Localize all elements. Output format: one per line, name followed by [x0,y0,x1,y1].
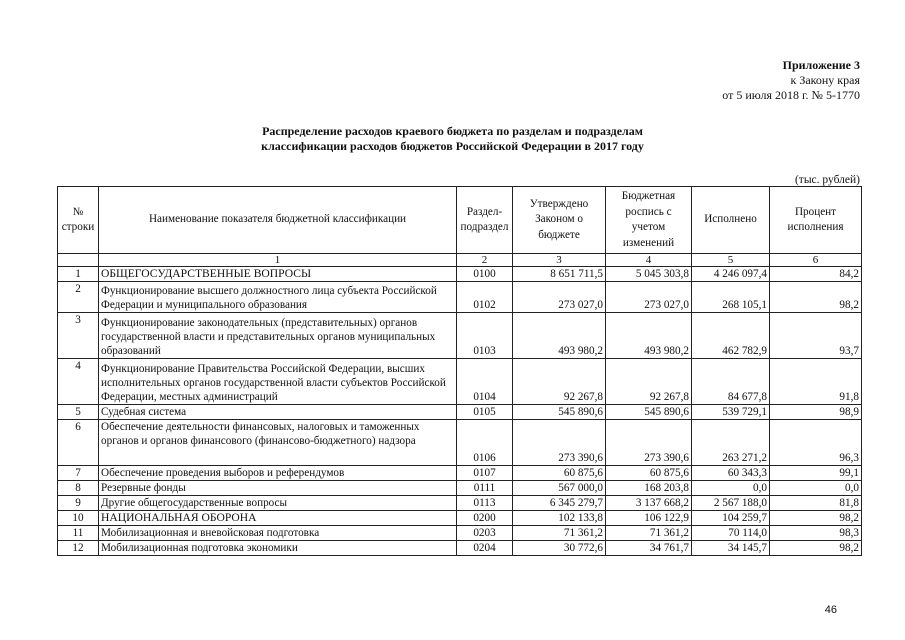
row-percent: 99,1 [770,466,862,481]
row-executed: 2 567 188,0 [692,496,770,511]
document-title [0,124,905,154]
row-code: 0104 [457,359,513,405]
row-name: Функционирование законодательных (представительных) органов государственной власти и представительных органов муниципальных образований [99,313,457,359]
row-executed: 60 343,3 [692,466,770,481]
row-approved: 493 980,2 [513,313,606,359]
row-code: 0200 [457,511,513,526]
row-approved: 273 027,0 [513,282,606,313]
row-code: 0203 [457,526,513,541]
table-row [58,313,862,359]
column-number-row [58,254,862,267]
table-row [58,541,862,556]
header-schedule: Бюджетная роспись с учетом изменений [606,187,692,254]
column-number: 5 [692,254,770,267]
row-executed: 0,0 [692,481,770,496]
table-row [58,359,862,405]
row-schedule: 545 890,6 [606,405,692,420]
row-executed: 70 114,0 [692,526,770,541]
header-executed: Исполнено [692,187,770,254]
column-number: 3 [513,254,606,267]
row-schedule: 34 761,7 [606,541,692,556]
row-executed: 4 246 097,4 [692,267,770,282]
row-number: 9 [58,496,99,511]
row-percent: 96,3 [770,420,862,466]
row-executed: 539 729,1 [692,405,770,420]
row-schedule: 106 122,9 [606,511,692,526]
row-approved: 8 651 711,5 [513,267,606,282]
table-row [58,481,862,496]
row-number: 7 [58,466,99,481]
row-schedule: 273 390,6 [606,420,692,466]
header-approved: Утверждено Законом о бюджете [513,187,606,254]
row-number: 4 [58,359,99,405]
table-row [58,511,862,526]
row-code: 0111 [457,481,513,496]
header-percent: Процент исполнения [770,187,862,254]
row-schedule: 92 267,8 [606,359,692,405]
row-name: Обеспечение проведения выборов и референдумов [99,466,457,481]
row-approved: 92 267,8 [513,359,606,405]
column-number: 4 [606,254,692,267]
row-percent: 98,3 [770,526,862,541]
row-number: 11 [58,526,99,541]
row-schedule: 5 045 303,8 [606,267,692,282]
row-number: 12 [58,541,99,556]
row-percent: 0,0 [770,481,862,496]
row-percent: 84,2 [770,267,862,282]
row-approved: 273 390,6 [513,420,606,466]
row-code: 0107 [457,466,513,481]
row-code: 0106 [457,420,513,466]
header-name: Наименование показателя бюджетной классификации [99,187,457,254]
column-number: 1 [99,254,457,267]
row-schedule: 60 875,6 [606,466,692,481]
row-number: 10 [58,511,99,526]
row-code: 0100 [457,267,513,282]
appendix-law: к Закону края [790,73,860,87]
row-name: Мобилизационная подготовка экономики [99,541,457,556]
row-percent: 98,9 [770,405,862,420]
header-row [58,187,862,254]
row-number: 8 [58,481,99,496]
table-row [58,526,862,541]
row-executed: 268 105,1 [692,282,770,313]
row-approved: 71 361,2 [513,526,606,541]
row-number: 3 [58,313,99,359]
table-row [58,405,862,420]
row-number: 5 [58,405,99,420]
table-row [58,466,862,481]
appendix-block [722,58,860,103]
row-schedule: 168 203,8 [606,481,692,496]
row-executed: 84 677,8 [692,359,770,405]
row-percent: 81,8 [770,496,862,511]
title-line-1: Распределение расходов краевого бюджета по разделам и подразделам [262,124,643,138]
column-number: 6 [770,254,862,267]
row-executed: 104 259,7 [692,511,770,526]
row-percent: 98,2 [770,282,862,313]
row-schedule: 273 027,0 [606,282,692,313]
row-name: Другие общегосударственные вопросы [99,496,457,511]
row-number: 2 [58,282,99,313]
row-name: Резервные фонды [99,481,457,496]
row-name: Функционирование Правительства Российской Федерации, высших исполнительных органов государственной власти субъектов Российской Федерации, местных администраций [99,359,457,405]
row-name: ОБЩЕГОСУДАРСТВЕННЫЕ ВОПРОСЫ [99,267,457,282]
table-row [58,282,862,313]
appendix-title: Приложение 3 [782,58,860,72]
row-name: Функционирование высшего должностного лица субъекта Российской Федерации и муниципального образования [99,282,457,313]
title-line-2: классификации расходов бюджетов Российской Федерации в 2017 году [261,139,644,153]
row-name: НАЦИОНАЛЬНАЯ ОБОРОНА [99,511,457,526]
page-number: 46 [824,604,837,616]
column-number: 2 [457,254,513,267]
row-executed: 34 145,7 [692,541,770,556]
table-row [58,267,862,282]
row-name: Мобилизационная и вневойсковая подготовка [99,526,457,541]
header-code: Раздел- подраздел [457,187,513,254]
budget-table [57,186,862,556]
table-row [58,496,862,511]
appendix-date: от 5 июля 2018 г. № 5-1770 [722,88,860,102]
row-percent: 91,8 [770,359,862,405]
row-name: Судебная система [99,405,457,420]
row-executed: 462 782,9 [692,313,770,359]
row-name: Обеспечение деятельности финансовых, налоговых и таможенных органов и органов финансового (финансово-бюджетного) надзора [99,420,457,466]
row-percent: 98,2 [770,511,862,526]
row-approved: 545 890,6 [513,405,606,420]
table-row [58,420,862,466]
row-percent: 93,7 [770,313,862,359]
row-number: 1 [58,267,99,282]
row-approved: 30 772,6 [513,541,606,556]
row-schedule: 71 361,2 [606,526,692,541]
units-label: (тыс. рублей) [794,174,860,186]
row-code: 0105 [457,405,513,420]
row-code: 0103 [457,313,513,359]
column-number [58,254,99,267]
row-code: 0113 [457,496,513,511]
row-percent: 98,2 [770,541,862,556]
row-number: 6 [58,420,99,466]
row-code: 0204 [457,541,513,556]
row-approved: 102 133,8 [513,511,606,526]
header-num: № строки [58,187,99,254]
row-executed: 263 271,2 [692,420,770,466]
row-schedule: 3 137 668,2 [606,496,692,511]
row-schedule: 493 980,2 [606,313,692,359]
row-approved: 60 875,6 [513,466,606,481]
row-approved: 6 345 279,7 [513,496,606,511]
row-code: 0102 [457,282,513,313]
row-approved: 567 000,0 [513,481,606,496]
